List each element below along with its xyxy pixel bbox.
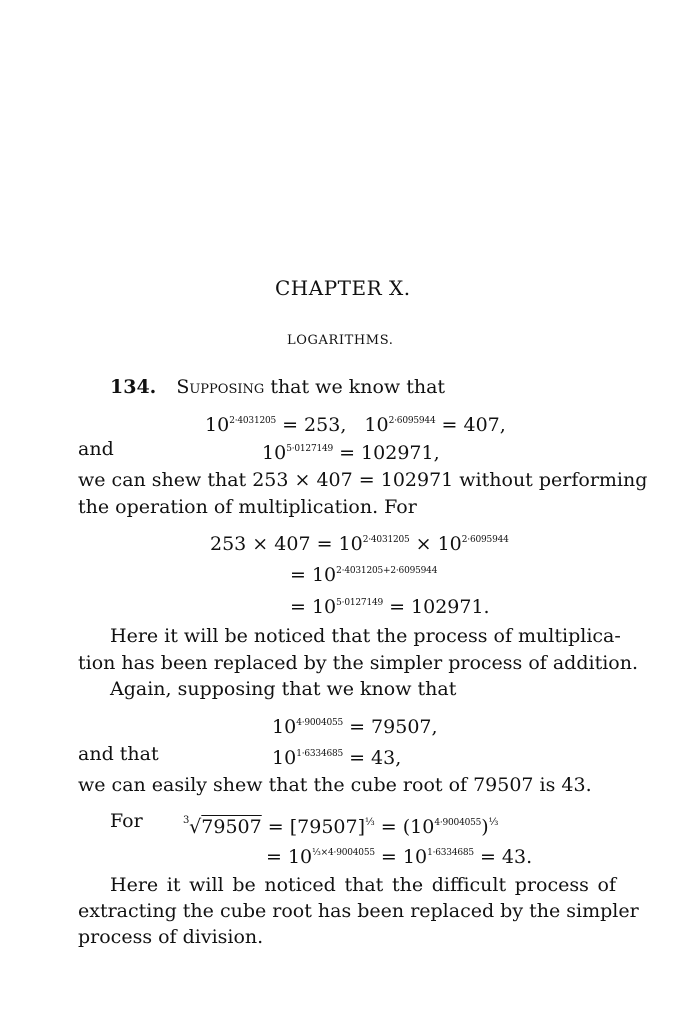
chapter-title: CHAPTER X. — [275, 276, 411, 300]
lead-text: that we know that — [270, 376, 446, 398]
lead-word: Supposing — [176, 376, 265, 398]
equation-4: $10^{1\cdot 6334685} = 43$, — [272, 747, 402, 769]
text-line: process of division. — [78, 926, 264, 948]
article-number: 134. — [110, 376, 157, 398]
radical-icon: √ — [189, 816, 202, 838]
cube-line-1-label: For — [110, 810, 143, 832]
para-134-first-line — [110, 374, 445, 400]
equation-2-label: and — [78, 438, 114, 460]
section-title: LOGARITHMS. — [287, 333, 394, 348]
text-line: we can shew that 253 × 407 = 102971 without performing — [78, 469, 648, 491]
text-line: we can easily shew that the cube root of 79507 is 43. — [78, 774, 592, 796]
cube-line-2: = $10^{\frac{1}{3}\times 4\cdot 9004055} = 10^{1\cdot 6334685} = 43$. — [266, 846, 533, 868]
equation-2: $10^{5\cdot 0127149} = 102971$, — [262, 442, 440, 464]
equation-3: $10^{4\cdot 9004055} = 79507$, — [272, 716, 438, 738]
calc-line-3: = $10^{5\cdot 0127149} = 102971$. — [290, 596, 490, 618]
text-line: Again, supposing that we know that — [110, 678, 457, 700]
calc-line-2: = $10^{2\cdot 4031205+2\cdot 6095944}$ — [290, 564, 438, 586]
calc-line-1: $253 \times 407 = 10^{2\cdot 4031205} \times 10^{2\cdot 6095944}$ — [210, 533, 509, 555]
cube-line-1: $^3√79507 = [79507]^{\frac{1}{3}} = (10^{4\cdot 9004055})^{\frac{1}{3}}$ — [183, 815, 499, 838]
text-line: extracting the cube root has been replaced by the simpler — [78, 900, 639, 922]
text-line: Here it will be noticed that the difficult process of — [110, 874, 616, 896]
equation-1: $10^{2\cdot 4031205} = 253$, $10^{2\cdot 6095944} = 407$, — [205, 414, 506, 436]
text-line: the operation of multiplication. For — [78, 496, 417, 518]
text-line: tion has been replaced by the simpler process of addition. — [78, 652, 639, 674]
text-line: Here it will be noticed that the process of multiplica- — [110, 625, 621, 647]
equation-4-label: and that — [78, 743, 159, 765]
